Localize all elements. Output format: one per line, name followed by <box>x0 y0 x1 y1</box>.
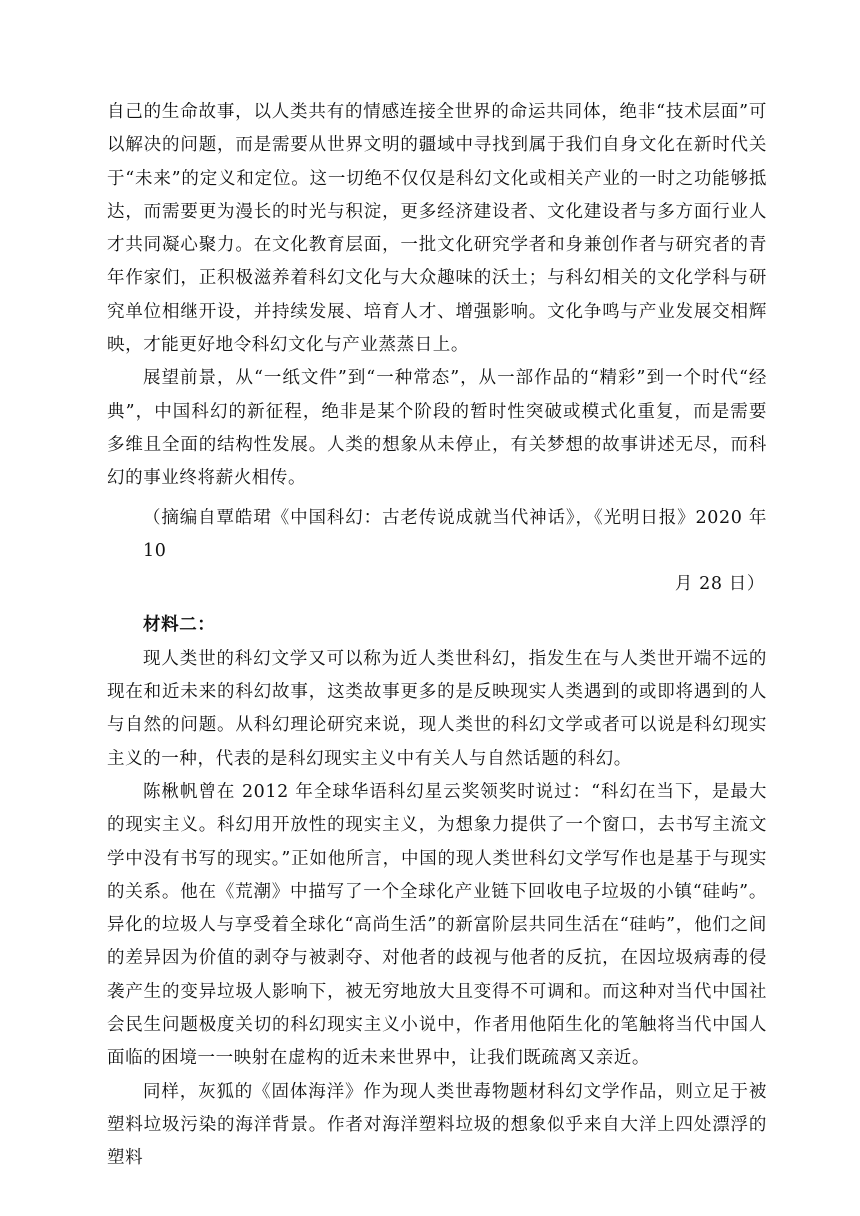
paragraph-chen-qiufan: 陈楸帆曾在 2012 年全球华语科幻星云奖领奖时说过：“科幻在当下，是最大的现实主义。科幻用开放性的现实主义，为想象力提供了一个窗口，去书写主流文学中没有书写的现实。”正如他所言，中国的现人类世科幻文学写作也是基于与现实的关系。他在《荒潮》中描写了一个全球化产业链下回收电子垃圾的小镇“硅屿”。异化的垃圾人与享受着全球化“高尚生活”的新富阶层共同生活在“硅屿”，他们之间的差异因为价值的剥夺与被剥夺、对他者的歧视与他者的反抗，在因垃圾病毒的侵袭产生的变异垃圾人影响下，被无穷地放大且变得不可调和。而这种对当代中国社会民生问题极度关切的科幻现实主义小说中，作者用他陌生化的笔触将当代中国人面临的困境一一映射在虚构的近未来世界中，让我们既疏离又亲近。 <box>107 781 767 1069</box>
paragraph-outlook: 展望前景，从“一纸文件”到“一种常态”，从一部作品的“精彩”到一个时代“经典”，中国科幻的新征程，绝非是某个阶段的暂时性突破或模式化重复，而是需要多维且全面的结构性发展。人类的想象从未停止，有关梦想的故事讲述无尽，而科幻的事业终将薪火相传。 <box>107 368 767 489</box>
paragraph-solid-ocean: 同样，灰狐的《固体海洋》作为现人类世毒物题材科幻文学作品，则立足于被塑料垃圾污染的海洋背景。作者对海洋塑料垃圾的想象似乎来自大洋上四处漂浮的塑料 <box>107 1081 767 1169</box>
section-heading: 材料二： <box>143 615 216 636</box>
source-citation-date: 月 28 日） <box>674 574 765 595</box>
paragraph-continued: 自己的生命故事，以人类共有的情感连接全世界的命运共同体，绝非“技术层面”可以解决的问题，而是需要从世界文明的疆域中寻找到属于我们自身文化在新时代关于“未来”的定义和定位。这一切绝不仅仅是科幻文化或相关产业的一时之功能够抵达，而需要更为漫长的时光与积淀，更多经济建设者、文化建设者与多方面行业人才共同凝心聚力。在文化教育层面，一批文化研究学者和身兼创作者与研究者的青年作家们，正积极滋养着科幻文化与大众趣味的沃土；与科幻相关的文化学科与研究单位相继开设，并持续发展、培育人才、增强影响。文化争鸣与产业发展交相辉映，才能更好地令科幻文化与产业蒸蒸日上。 <box>107 102 767 356</box>
paragraph-definition: 现人类世的科幻文学又可以称为近人类世科幻，指发生在与人类世开端不远的现在和近未来的科幻故事，这类故事更多的是反映现实人类遇到的或即将遇到的人与自然的问题。从科幻理论研究来说，现人类世的科幻文学或者可以说是科幻现实主义的一种，代表的是科幻现实主义中有关人与自然话题的科幻。 <box>107 648 767 769</box>
source-citation: （摘编自覃皓珺《中国科幻：古老传说成就当代神话》，《光明日报》2020 年 10 <box>143 507 767 561</box>
